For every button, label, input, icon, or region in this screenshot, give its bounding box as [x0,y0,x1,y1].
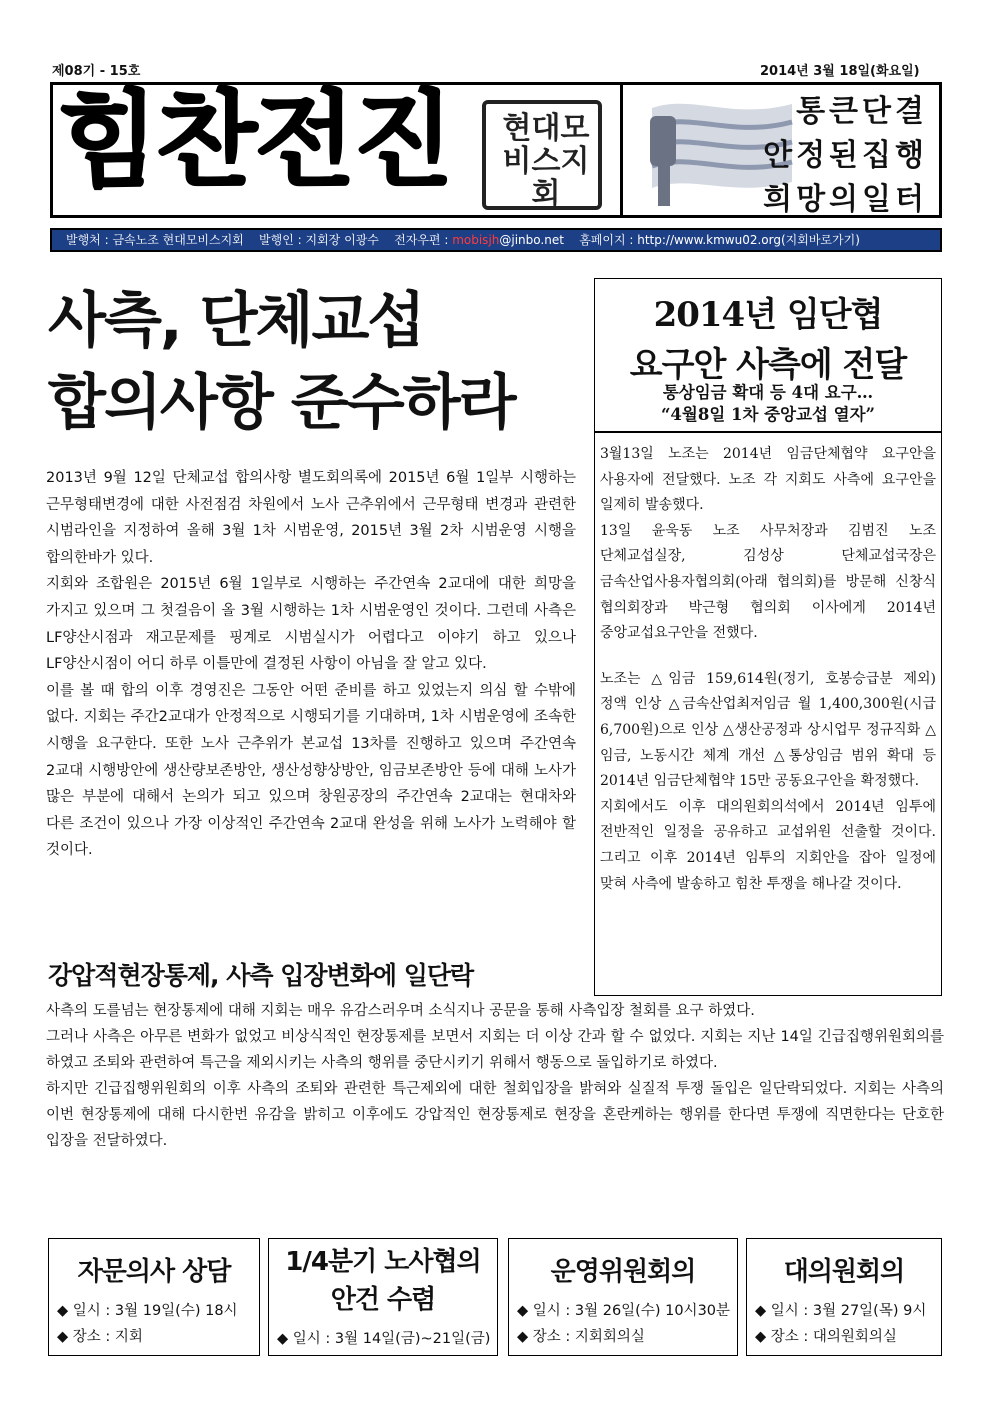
paragraph: 그러나 사측은 아무른 변화가 없었고 비상식적인 현장통제를 보면서 지회는 더 이상 간과 할 수 없었다. 지회는 지난 14일 긴급집행위원회의를 하였고 조퇴와 관련하여 특근을 제외시키는 사측의 행위를 중단시키기 위해서 행동으로 돌입하기로 하였다. [46,1029,944,1071]
notice-line: ◆ 일시 : 3월 14일(금)~21일(금) [277,1331,491,1347]
seal-text: 현대모비스지회 [502,111,590,212]
sidebar-paragraph: 13일 윤욱동 노조 사무처장과 김범진 노조 단체교섭실장, 김성상 단체교섭국장은 금속산업사용자협의회(아래 협의회)를 방문해 신창식 협의회장과 박근형 협의회 이사에게 2014년 중앙교섭요구안을 전했다. [600,522,936,642]
sidebar-body [600,442,936,897]
motto [710,90,928,222]
sidebar-divider [594,431,942,433]
sidebar-title-line: 요구안 사측에 전달 [629,345,907,385]
issue-number: 제08기 - 15호 [52,64,141,79]
sidebar-subtitle [594,382,942,426]
notice-box-delegates [746,1238,942,1356]
sidebar-title [594,290,942,390]
publisher: 발행처 : 금속노조 현대모비스지회 [66,233,244,247]
notice-line: ◆ 일시 : 3월 27일(목) 9시 [755,1303,927,1319]
issuer: 발행인 : 지회장 이광수 [259,233,379,247]
email-link[interactable] [452,233,564,247]
paragraph: 지회와 조합원은 2015년 6월 1일부로 시행하는 주간연속 2교대에 대한 희망을 가지고 있으며 그 첫걸음이 올 3월 시행하는 1차 시범운영인 것이다. 그런데 사측은 LF양산시점과 재고문제를 핑계로 시범실시가 어렵다고 이야기 하고 있으나 LF양산시점이 어디 하루 이틀만에 결정된 사항이 아님을 잘 알고 있다. [46,576,576,673]
article-main [46,465,576,864]
issue-date: 2014년 3월 18일(화요일) [760,64,920,79]
section-subhead: 강압적현장통제, 사측 입장변화에 일단락 [48,961,474,990]
email-label: 전자우편 : [394,233,449,247]
sidebar-paragraph: 지회에서도 이후 대의원회의석에서 2014년 임투에 전반적인 일정을 공유하고 교섭위원 선출할 것이다. 그리고 이후 2014년 임투의 지회안을 잡아 일정에 맞혀 사측에 발송하고 힘찬 투쟁을 해나갈 것이다. [600,798,936,892]
paragraph: 2013년 9월 12일 단체교섭 합의사항 별도회의록에 2015년 6월 1일부 시행하는 근무형태변경에 대한 사전점검 차원에서 노사 근추위에서 근무형태 변경과 관련한 시범라인을 지정하여 올해 3월 1차 시범운영, 2015년 3월 2차 시범운영 시행을 합의한바가 있다. [46,470,576,566]
sidebar-paragraph: 노조는 △임금 159,614원(정기, 호봉승급분 제외) 정액 인상 △금속산업최저임금 월 1,400,300원(시급 6,700원)으로 인상 △생산공정과 상시업무 정규직화 △임금, 노동시간 체계 개선 △통상임금 범위 확대 등 2014년 임금단체협약 15만 공동요구안을 확정했다. [600,670,936,790]
masthead-divider [620,82,623,218]
email-user: mobisjh [452,233,500,247]
notice-title: 대의원회의 [783,1257,905,1287]
notice-title: 자문의사 상담 [77,1257,231,1287]
notice-title-line: 안건 수렴 [330,1285,436,1315]
sidebar-subtitle-line: 통상임금 확대 등 4대 요구… [662,383,874,402]
notice-box-medical [48,1238,260,1356]
headline-line: 사측, 단체교섭 [48,286,424,356]
notice-line: ◆ 장소 : 지회 [57,1329,143,1345]
motto-line: 희망의일터 [763,182,928,217]
union-seal [482,100,602,210]
notice-line: ◆ 장소 : 지회회의실 [517,1329,645,1345]
newsletter-title: 힘찬전진 [58,79,452,201]
paragraph: 이를 볼 때 합의 이후 경영진은 그동안 어떤 준비를 하고 있었는지 의심 할 수밖에 없다. 지회는 주간2교대가 안정적으로 시행되기를 기대하며, 1차 시범운영에 조속한 시행을 요구한다. 또한 노사 근추위가 본교섭 13차를 진행하고 있으며 주간연속 2교대 시행방안에 생산량보존방안, 생산성향상방안, 임금보존방안 등에 대해 노사가 많은 부분에 대해서 논의가 되고 있으며 창원공장의 주간연속 2교대는 현대차와 다른 조건이 있으나 가장 이상적인 주간연속 2교대 완성을 위해 노사가 노력해야 할 것이다. [46,682,576,859]
sidebar-paragraph: 3월13일 노조는 2014년 임금단체협약 요구안을 사용자에 전달했다. 노조 각 지회도 사측에 요구안을 일제히 발송했다. [600,446,936,514]
notice-line: ◆ 일시 : 3월 26일(수) 10시30분 [517,1303,731,1319]
notice-title-line: 1/4분기 노사협의 [285,1247,481,1277]
sidebar-title-line: 2014년 임단협 [653,295,883,335]
notice-title: 운영위원회의 [550,1257,696,1287]
paragraph: 하지만 긴급집행위원회의 이후 사측의 조퇴와 관련한 특근제외에 대한 철회입장을 밝혀와 실질적 투쟁 돌입은 일단락되었다. 지회는 사측의 이번 현장통제에 대해 다시한번 유감을 밝히고 이후에도 강압적인 현장통제로 현장을 혼란케하는 행위를 한다면 투쟁에 직면한다는 단호한 입장을 전달하였다. [46,1081,944,1149]
article-secondary [46,998,944,1154]
motto-line: 통큰단결 [796,94,928,129]
main-headline [48,280,515,444]
paragraph: 사측의 도를넘는 현장통제에 대해 지회는 매우 유감스러우며 소식지나 공문을 통해 사측입장 철회를 요구 하였다. [46,1003,755,1019]
motto-line: 안정된집행 [763,138,928,173]
spacer [600,647,936,667]
publisher-bar [50,228,942,252]
homepage-link[interactable]: 홈페이지 : http://www.kmwu02.org(지회바로가기) [579,233,860,247]
sidebar-subtitle-line: “4월8일 1차 중앙교섭 열자” [660,405,876,424]
notice-line: ◆ 일시 : 3월 19일(수) 18시 [57,1303,238,1319]
email-domain: @jinbo.net [499,233,564,247]
notice-box-labor-council [268,1238,498,1356]
notice-line: ◆ 장소 : 대의원회의실 [755,1329,897,1345]
notice-title [269,1243,497,1319]
notice-box-steering [508,1238,738,1356]
headline-line: 합의사항 준수하라 [48,368,515,438]
